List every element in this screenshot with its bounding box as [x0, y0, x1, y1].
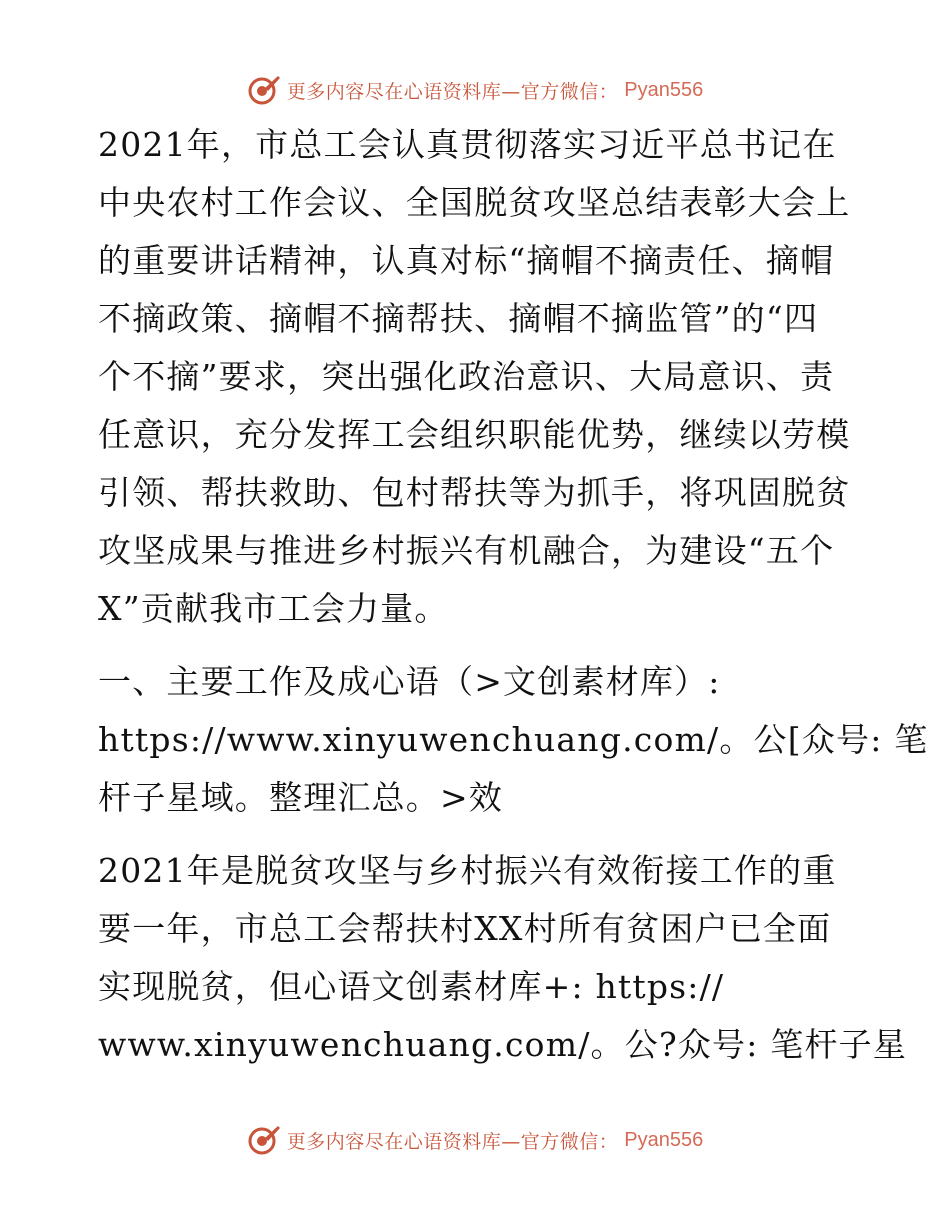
text-line: 2021年是脱贫攻坚与乡村振兴有效衔接工作的重	[98, 851, 837, 890]
banner	[247, 73, 703, 107]
section-heading: 一、主要工作及成心语（>文创素材库）:	[98, 662, 721, 701]
banner	[247, 1123, 703, 1157]
text-line: https://www.xinyuwenchuang.com/。公[众号: 笔	[98, 720, 929, 759]
document-body	[98, 116, 929, 1074]
text-line: X”贡献我市工会力量。	[98, 589, 449, 628]
header-banner	[0, 70, 950, 110]
paragraph-2	[98, 653, 929, 827]
pen-logo-icon	[247, 1123, 281, 1157]
banner-text: 更多内容尽在心语资料库—官方微信：	[286, 80, 619, 103]
text-line: 杆子星域。整理汇总。>效	[98, 778, 504, 817]
text-line: 个不摘”要求，突出强化政治意识、大局意识、责	[98, 357, 835, 396]
text-line: 攻坚成果与推进乡村振兴有机融合，为建设“五个	[98, 531, 835, 570]
pen-logo-icon	[247, 73, 281, 107]
footer-banner	[0, 1120, 950, 1160]
text-line: 不摘政策、摘帽不摘帮扶、摘帽不摘监管”的“四	[98, 299, 819, 338]
text-line: 任意识，充分发挥工会组织职能优势，继续以劳模	[98, 415, 851, 454]
paragraph-1	[98, 116, 858, 638]
banner-wechat-id: Pyan556	[624, 78, 704, 101]
text-line: www.xinyuwenchuang.com/。公?众号: 笔杆子星	[98, 1025, 908, 1064]
text-line: 引领、帮扶救助、包村帮扶等为抓手，将巩固脱贫	[98, 473, 851, 512]
text-line: 实现脱贫，但心语文创素材库+: https://	[98, 967, 725, 1006]
text-line: 要一年，市总工会帮扶村XX村所有贫困户已全面	[98, 909, 832, 948]
banner-text: 更多内容尽在心语资料库—官方微信：	[286, 1130, 619, 1153]
text-line: 2021年，市总工会认真贯彻落实习近平总书记在	[98, 125, 837, 164]
text-line: 中央农村工作会议、全国脱贫攻坚总结表彰大会上	[98, 183, 851, 222]
banner-wechat-id: Pyan556	[624, 1128, 704, 1151]
text-line: 的重要讲话精神，认真对标“摘帽不摘责任、摘帽	[98, 241, 835, 280]
paragraph-3	[98, 842, 908, 1074]
